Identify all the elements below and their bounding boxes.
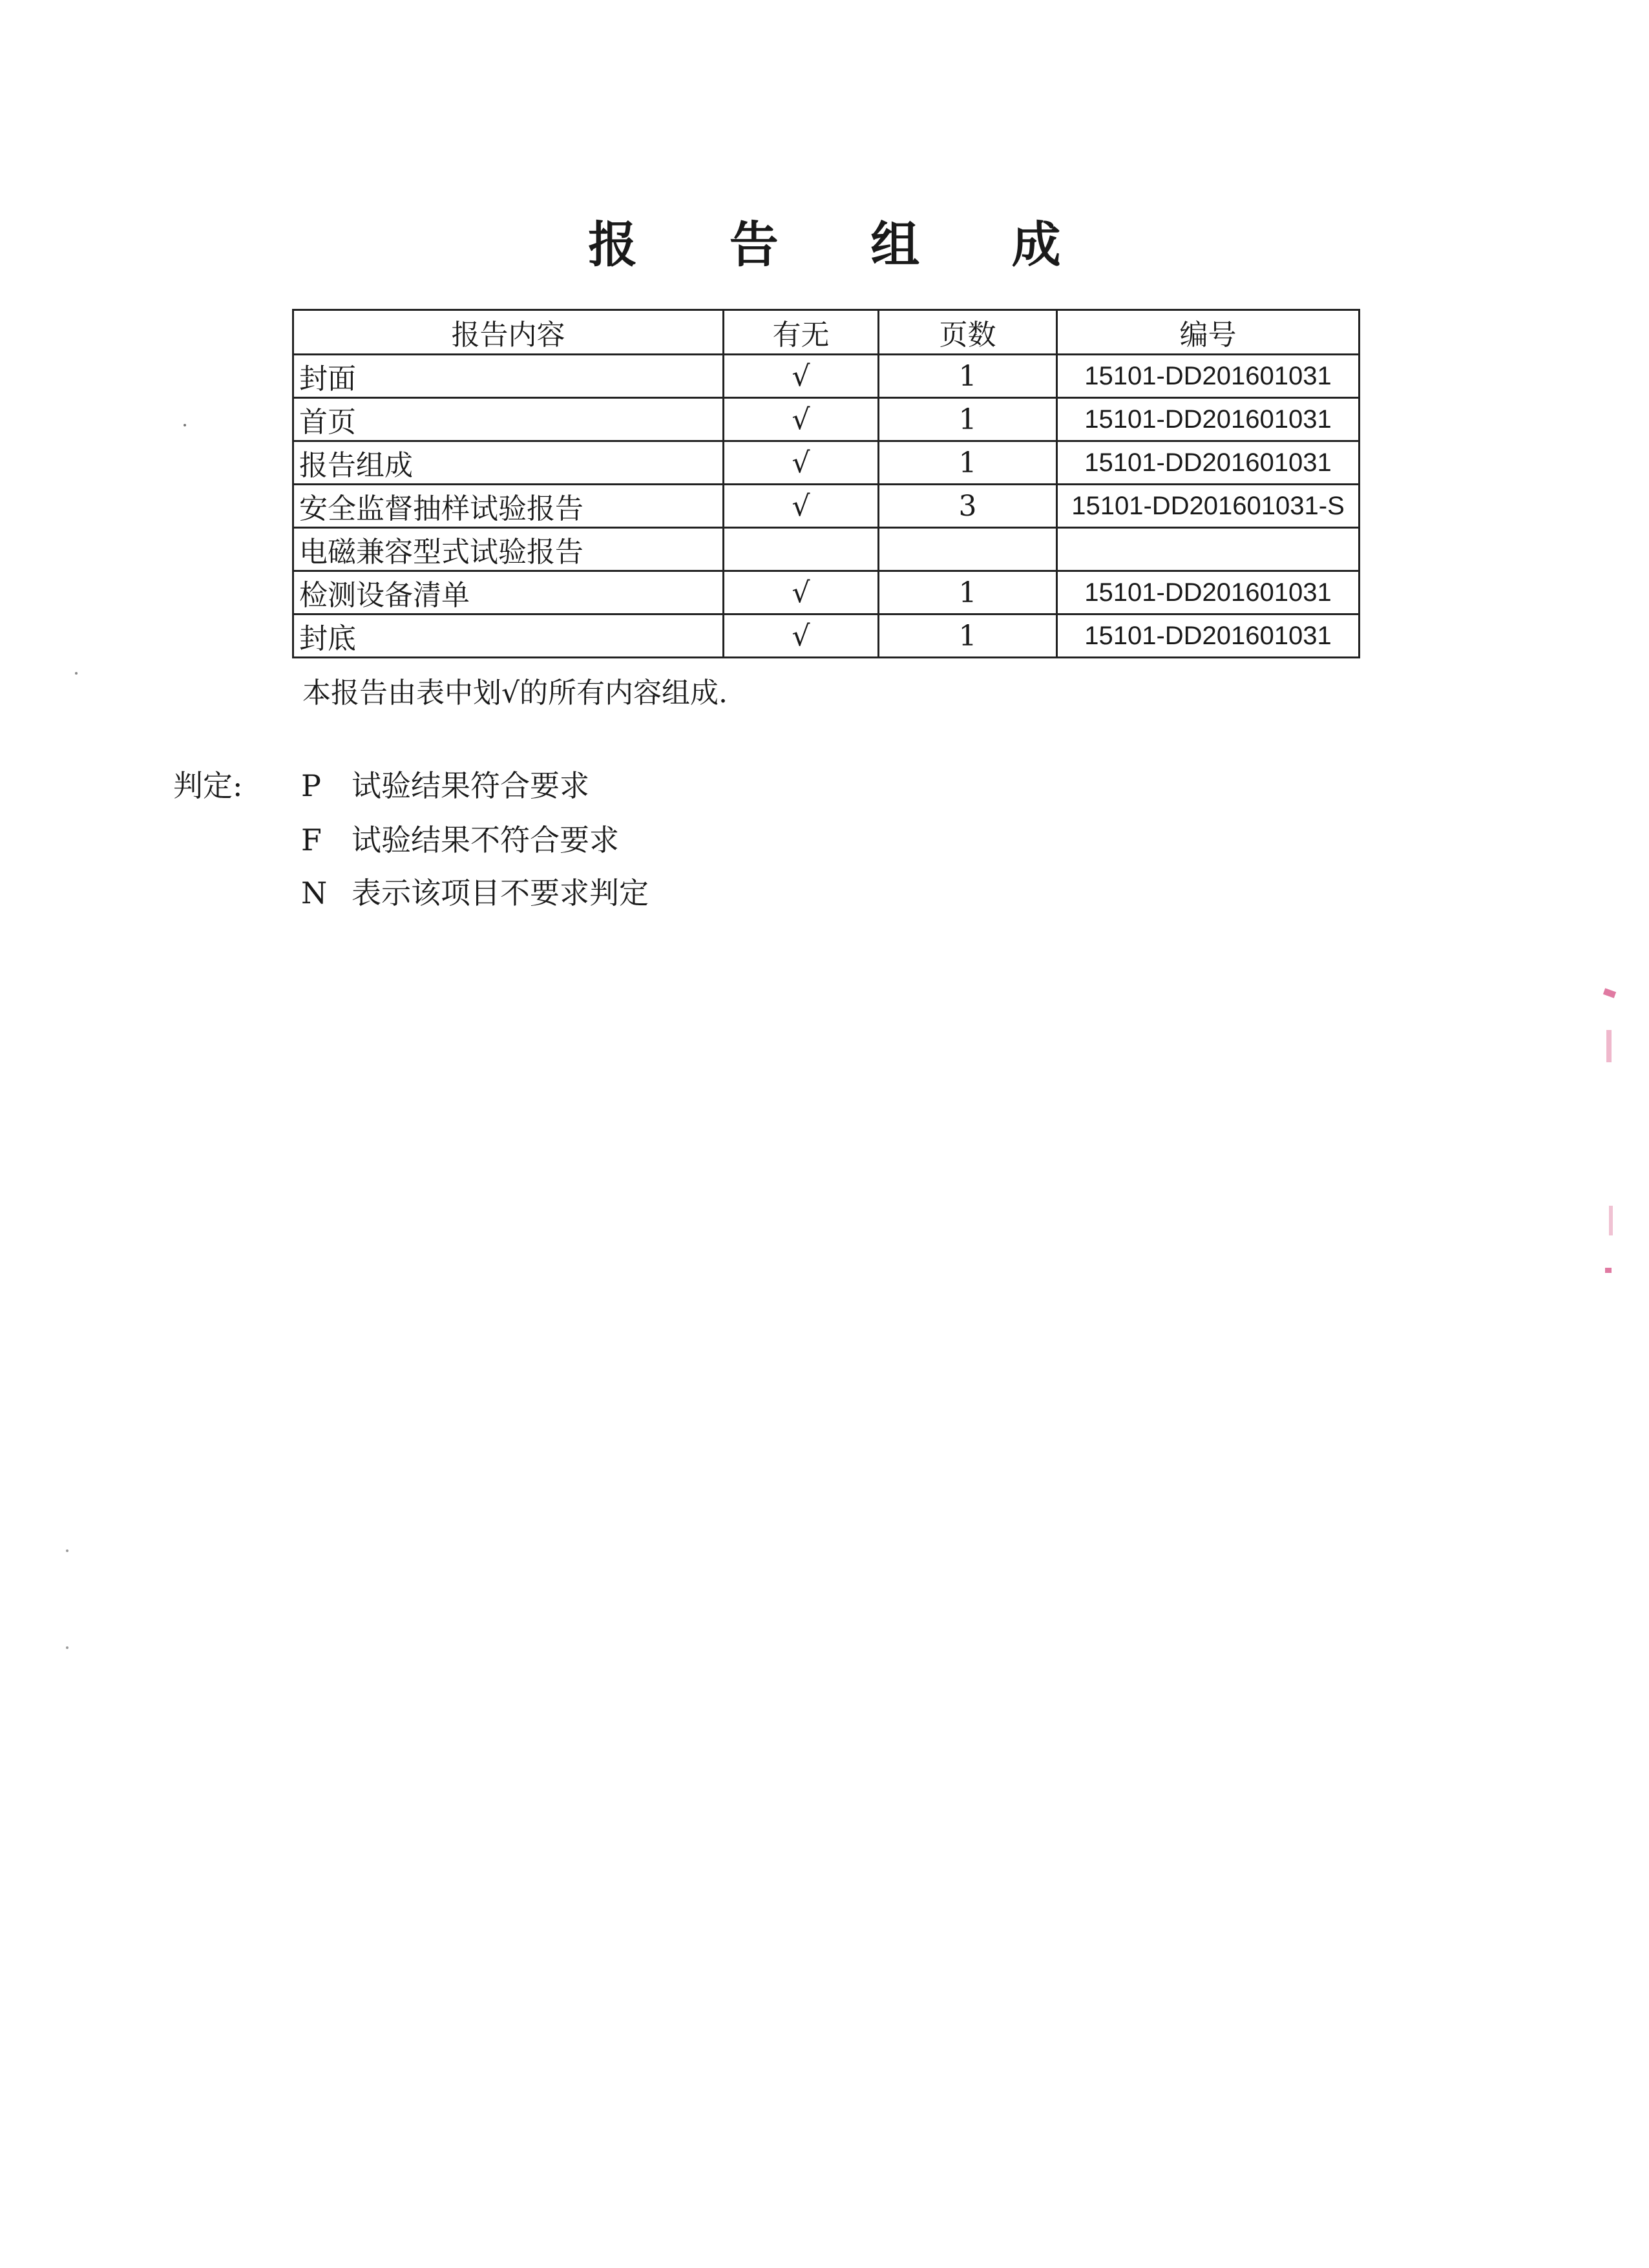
cell-content: 封面 [293,355,724,398]
judgement-text: 试验结果不符合要求 [352,823,619,857]
cell-has: √ [724,355,879,398]
cell-pages: 1 [879,441,1057,485]
judgement-code: P [301,768,321,803]
table-row [293,441,1360,485]
cell-number: 15101-DD201601031 [1057,571,1360,614]
judgement-label: 判定: [173,768,243,803]
page-title: 报 告 组 成 [588,216,1098,273]
seal-mark [1606,1030,1612,1062]
cell-number: 15101-DD201601031 [1057,441,1360,485]
header-has: 有无 [724,310,879,355]
header-pages: 页数 [879,310,1057,355]
table-row [293,485,1360,528]
cell-content: 电磁兼容型式试验报告 [293,528,724,571]
seal-mark [1609,1206,1613,1235]
judgement-text: 试验结果符合要求 [352,768,589,803]
scan-speck [184,424,186,426]
scan-speck [66,1646,68,1649]
cell-number: 15101-DD201601031 [1057,398,1360,441]
table-row [293,571,1360,614]
cell-content: 首页 [293,398,724,441]
cell-number: 15101-DD201601031 [1057,614,1360,658]
cell-has: √ [724,571,879,614]
judgement-text: 表示该项目不要求判定 [352,876,649,910]
header-number: 编号 [1057,310,1360,355]
cell-number: 15101-DD201601031-S [1057,485,1360,528]
cell-pages: 1 [879,614,1057,658]
cell-pages [879,528,1057,571]
seal-mark [1603,988,1616,998]
judgement-item-pass [301,762,589,805]
judgement-item-na [301,870,649,912]
table-row [293,528,1360,571]
table-row [293,614,1360,658]
cell-has [724,528,879,571]
scan-speck [75,672,78,675]
report-composition-table [292,309,1360,658]
table-row [293,398,1360,441]
cell-has: √ [724,398,879,441]
cell-has: √ [724,485,879,528]
cell-number: 15101-DD201601031 [1057,355,1360,398]
table-header-row [293,310,1360,355]
header-content: 报告内容 [293,310,724,355]
cell-pages: 1 [879,355,1057,398]
cell-content: 安全监督抽样试验报告 [293,485,724,528]
table-row [293,355,1360,398]
cell-pages: 3 [879,485,1057,528]
cell-content: 报告组成 [293,441,724,485]
cell-pages: 1 [879,571,1057,614]
scan-speck [66,1549,68,1552]
table-note: 本报告由表中划√的所有内容组成. [302,677,728,709]
cell-has: √ [724,614,879,658]
cell-pages: 1 [879,398,1057,441]
cell-has: √ [724,441,879,485]
cell-number [1057,528,1360,571]
judgement-item-fail [301,817,619,859]
judgement-code: N [301,876,328,910]
cell-content: 检测设备清单 [293,571,724,614]
cell-content: 封底 [293,614,724,658]
seal-mark [1605,1268,1612,1273]
judgement-code: F [301,823,322,857]
